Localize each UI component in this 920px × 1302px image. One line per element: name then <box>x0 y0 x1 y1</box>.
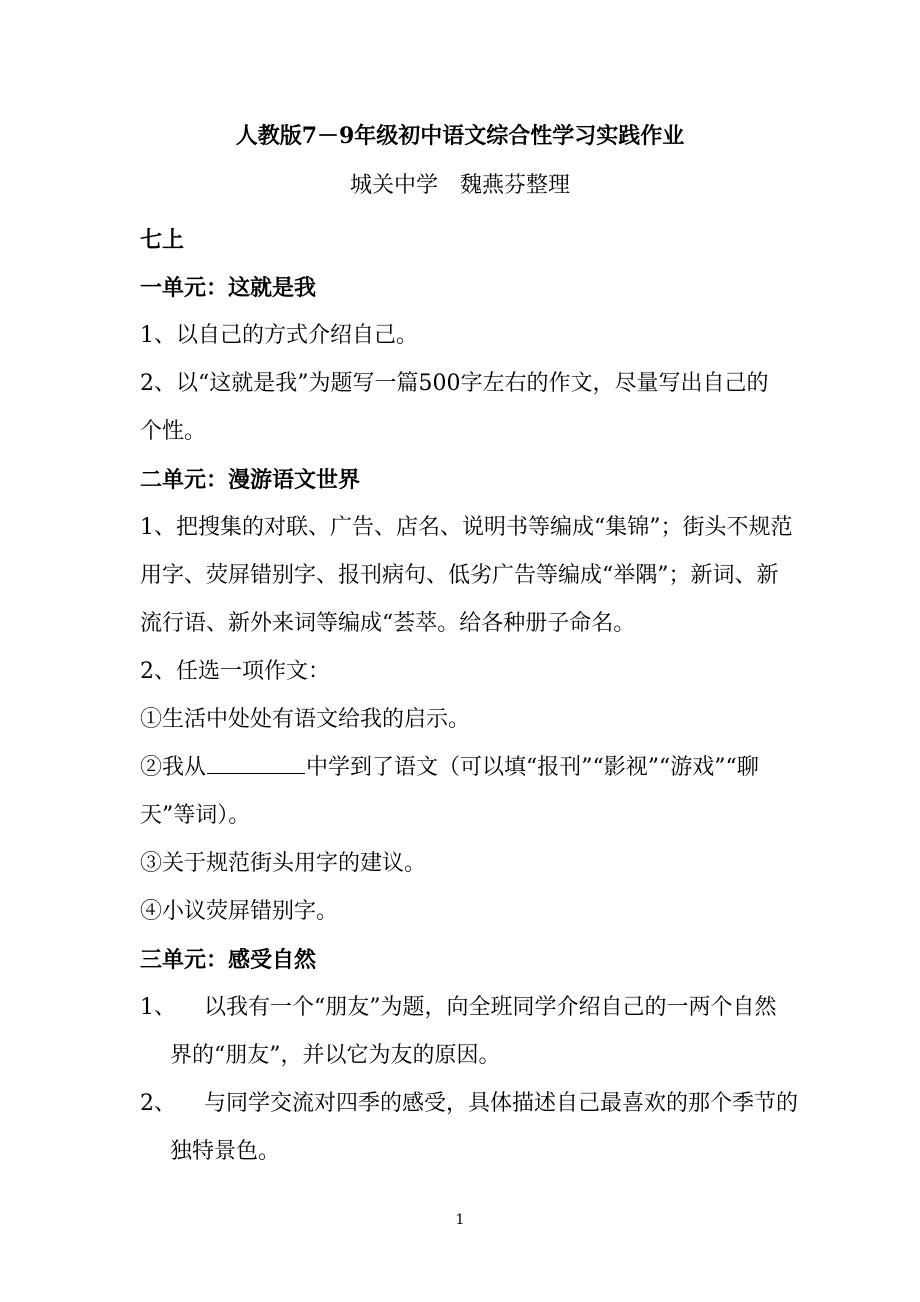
unit3-item2-line2: 独特景色。 <box>170 1139 281 1164</box>
unit2-option4: ④小议荧屏错别字。 <box>140 899 339 924</box>
document-subtitle: 城关中学 魏燕芬整理 <box>349 173 570 198</box>
grade-heading: 七上 <box>140 227 185 253</box>
unit3-item1-line1 <box>140 984 790 1032</box>
unit3-item2-text: 与同学交流对四季的感受，具体描述自己最喜欢的那个季节的 <box>204 1091 799 1116</box>
option2-suffix: 中学到了语文（可以填“报刊”“影视”“游戏”“聊 <box>306 755 759 780</box>
unit3-heading: 三单元：感受自然 <box>140 947 317 973</box>
unit2-option3: ③关于规范街头用字的建议。 <box>140 851 427 876</box>
fill-in-blank <box>207 749 305 774</box>
unit3-item2-number: 2、 <box>140 1091 176 1116</box>
option2-prefix: ②我从 <box>140 755 207 780</box>
unit2-item1-line2: 用字、荧屏错别字、报刊病句、低劣广告等编成“举隅”；新词、新 <box>140 563 779 588</box>
unit3-item1-number: 1、 <box>140 995 176 1020</box>
document-body <box>140 216 799 1176</box>
unit2-option2 <box>140 744 790 792</box>
unit3-item1-line2: 界的“朋友”，并以它为友的原因。 <box>170 1043 501 1068</box>
unit3-item2-line1 <box>140 1080 799 1128</box>
unit2-option1: ①生活中处处有语文给我的启示。 <box>140 707 471 732</box>
unit3-item1-text: 以我有一个“朋友”为题，向全班同学介绍自己的一两个自然 <box>204 995 777 1020</box>
unit1-heading: 一单元：这就是我 <box>140 275 317 301</box>
page-number: 1 <box>455 1212 465 1228</box>
unit2-item2: 2、任选一项作文： <box>140 659 330 684</box>
unit2-option2-line2: 天”等词）。 <box>140 803 251 828</box>
unit2-item1-line1: 1、把搜集的对联、广告、店名、说明书等编成“集锦”；街头不规范 <box>140 515 793 540</box>
unit2-item1-line3: 流行语、新外来词等编成“荟萃。给各种册子命名。 <box>140 611 636 636</box>
unit2-heading: 二单元：漫游语文世界 <box>140 467 361 493</box>
document-title: 人教版7－9年级初中语文综合性学习实践作业 <box>235 123 685 149</box>
unit1-item1: 1、以自己的方式介绍自己。 <box>140 323 418 348</box>
unit1-item2-line1: 2、以“这就是我”为题写一篇500字左右的作文，尽量写出自己的 <box>140 371 769 396</box>
unit1-item2-line2: 个性。 <box>140 419 207 444</box>
